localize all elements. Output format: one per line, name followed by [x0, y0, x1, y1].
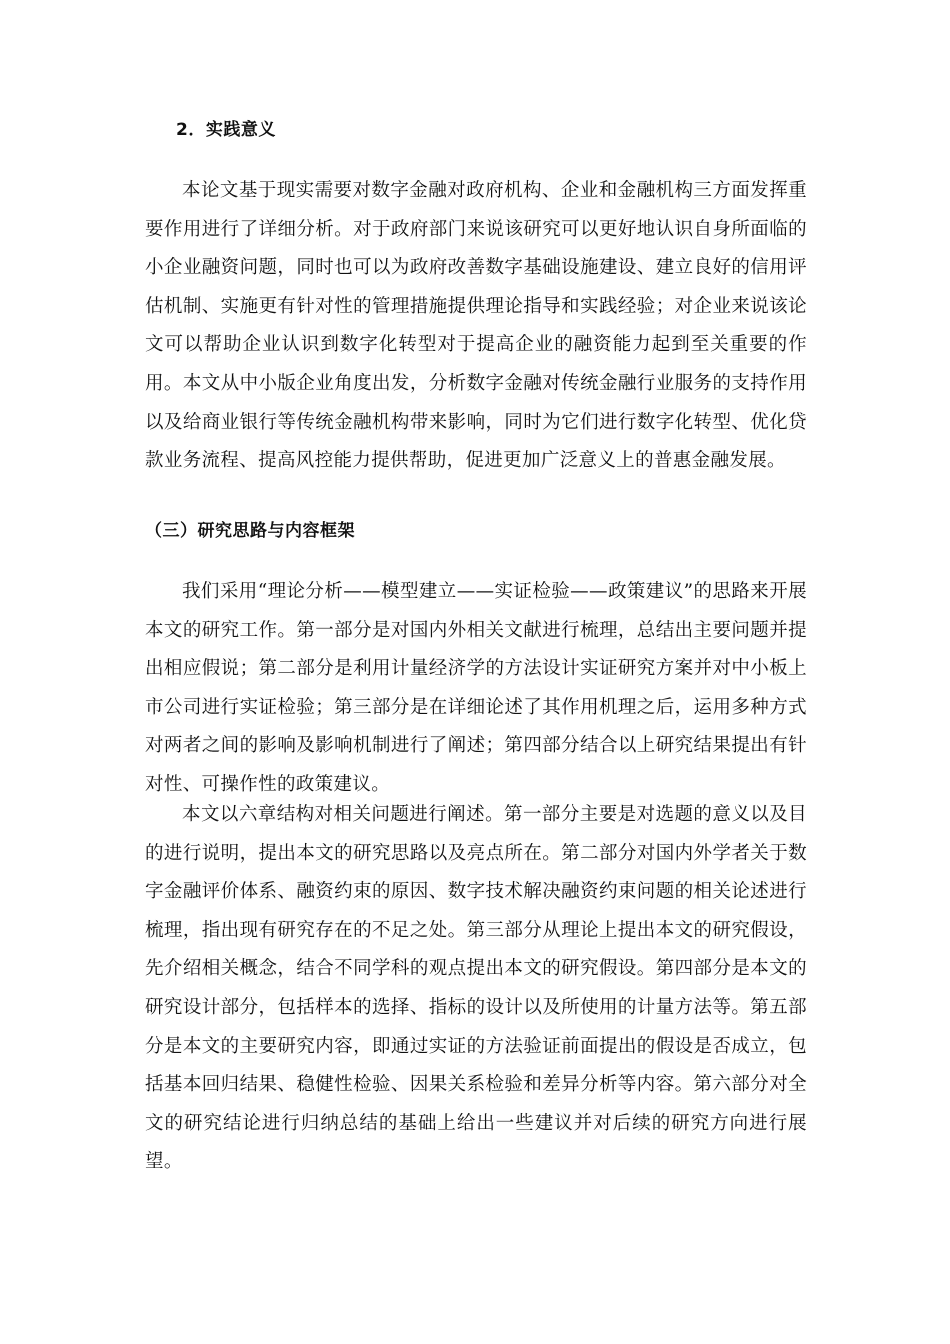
paragraph-chapter-structure: 本文以六章结构对相关问题进行阐述。第一部分主要是对选题的意义以及目的进行说明，提出本文的研究思路以及亮点所在。第二部分对国内外学者关于数字金融评价体系、融资约束的原因、数字技术解决融资约束问题的相关论述进行梳理，指出现有研究存在的不足之处。第三部分从理论上提出本文的研究假设，先介绍相关概念，结合不同学科的观点提出本文的研究假设。第四部分是本文的研究设计部分，包括样本的选择、指标的设计以及所使用的计量方法等。第五部分是本文的主要研究内容，即通过实证的方法验证前面提出的假设是否成立，包括基本回归结果、稳健性检验、因果关系检验和差异分析等内容。第六部分对全文的研究结论进行归纳总结的基础上给出一些建议并对后续的研究方向进行展望。 — [145, 804, 807, 1173]
section-heading-practical-significance: 2．实践意义 — [176, 120, 276, 140]
section-heading-research-framework: （三）研究思路与内容框架 — [145, 521, 355, 541]
paragraph-research-approach: 我们采用“理论分析——模型建立——实证检验——政策建议”的思路来开展本文的研究工作。第一部分是对国内外相关文献进行梳理，总结出主要问题并提出相应假说；第二部分是利用计量经济学的方法设计实证研究方案并对中小板上市公司进行实证检验；第三部分是在详细论述了其作用机理之后，运用多种方式对两者之间的影响及影响机制进行了阐述；第四部分结合以上研究结果提出有针对性、可操作性的政策建议。 — [145, 581, 807, 795]
paragraph-practical-significance: 本论文基于现实需要对数字金融对政府机构、企业和金融机构三方面发挥重要作用进行了详细分析。对于政府部门来说该研究可以更好地认识自身所面临的小企业融资问题，同时也可以为政府改善数字基础设施建设、建立良好的信用评估机制、实施更有针对性的管理措施提供理论指导和实践经验；对企业来说该论文可以帮助企业认识到数字化转型对于提高企业的融资能力起到至关重要的作用。本文从中小版企业角度出发，分析数字金融对传统金融行业服务的支持作用以及给商业银行等传统金融机构带来影响，同时为它们进行数字化转型、优化贷款业务流程、提高风控能力提供帮助，促进更加广泛意义上的普惠金融发展。 — [145, 180, 807, 472]
